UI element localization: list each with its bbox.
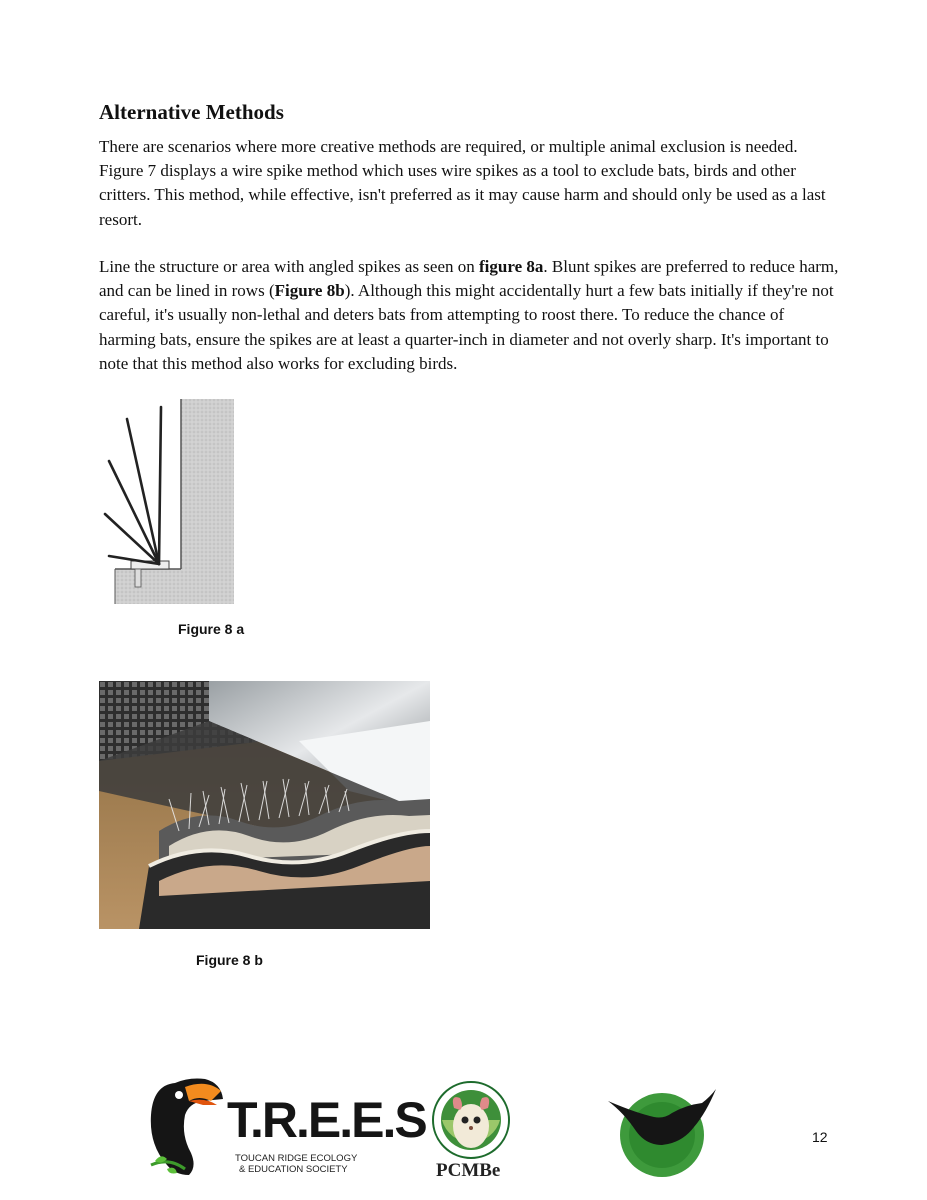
relcom-logo: [606, 1083, 718, 1181]
trees-logo: [145, 1075, 426, 1185]
trees-logo-line1: TOUCAN RIDGE ECOLOGY: [235, 1153, 358, 1164]
paragraph-instructions: [99, 255, 839, 376]
flying-bat-icon: [606, 1083, 718, 1181]
figure-8b-image: [99, 681, 430, 929]
figure-8a-reference: figure 8a: [479, 257, 544, 276]
trees-logo-line2: & EDUCATION SOCIETY: [239, 1164, 348, 1175]
paragraph-text: ). Although this might accidentally hurt a few bats initially if they're not careful, it's usually non-lethal and deters bats from attempting to roost there. To reduce the chance of harming bats, ensure the spikes are at least a quarter-inch in diameter and not overly sharp. It's important to note that this method also works for excluding birds.: [99, 281, 834, 373]
pcmbe-logo-name: PCMBe: [436, 1160, 501, 1181]
paragraph-text: . Blunt spikes are preferred to reduce harm, and can be lined in rows (: [99, 257, 839, 301]
toucan-icon: [145, 1075, 230, 1185]
page-number: 12: [812, 1129, 828, 1145]
pcmbe-logo: [424, 1078, 519, 1183]
paragraph-text: Line the structure or area with angled spikes as seen on: [99, 257, 480, 276]
trees-logo-tagline: [235, 1153, 357, 1175]
figure-8a-caption: Figure 8 a: [178, 621, 245, 637]
figure-8a-image: [101, 399, 234, 604]
paragraph-intro: There are scenarios where more creative methods are required, or multiple animal exclusion is needed. Figure 7 displays a wire spike method which uses wire spikes as a tool to exclude bats, birds and other critters. This method, while effective, isn't preferred as it may cause harm and should only be used as a last resort.: [99, 137, 826, 229]
section-heading: Alternative Methods: [99, 100, 284, 124]
figure-8b-caption: Figure 8 b: [196, 952, 263, 968]
trees-logo-name: T.R.E.E.S: [227, 1092, 426, 1148]
bat-icon: [424, 1078, 519, 1160]
figure-8b-reference: Figure 8b: [274, 281, 345, 301]
